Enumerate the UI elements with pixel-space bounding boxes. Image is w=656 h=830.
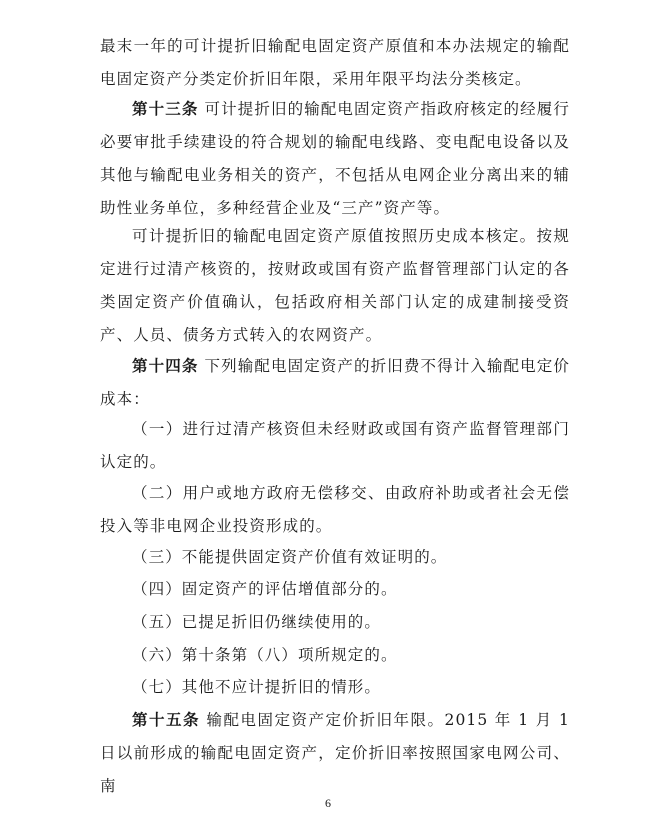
list-item-1 (100, 413, 570, 479)
page-number: 6 (325, 796, 331, 810)
list-item-5 (100, 606, 570, 639)
article-heading: 第十五条 (132, 710, 201, 729)
paragraph-text: （一）进行过清产核资但未经财政或国有资产监督管理部门认定的。 (100, 420, 570, 471)
paragraph-text: （三）不能提供固定资产价值有效证明的。 (132, 548, 448, 566)
article-13 (100, 92, 570, 225)
paragraph-text: 最末一年的可计提折旧输配电固定资产原值和本办法规定的输配电固定资产分类定价折旧年限，采用年限平均法分类核定。 (100, 37, 570, 88)
paragraph-3 (100, 220, 570, 352)
list-item-4 (100, 573, 570, 606)
list-item-3 (100, 541, 570, 574)
paragraph-text: （六）第十条第（八）项所规定的。 (132, 646, 398, 664)
paragraph-text: 可计提折旧的输配电固定资产指政府核定的经履行必要审批手续建设的符合规划的输配电线路、变电配电设备以及其他与输配电业务相关的资产，不包括从电网企业分离出来的辅助性业务单位，多种经营企业及“三产”资产等。 (100, 100, 571, 217)
paragraph-text: （五）已提足折旧仍继续使用的。 (132, 613, 382, 631)
article-heading: 第十三条 (132, 99, 199, 118)
list-item-2 (100, 477, 570, 543)
paragraph-text: （二）用户或地方政府无偿移交、由政府补助或者社会无偿投入等非电网企业投资形成的。 (100, 484, 570, 535)
paragraph-text: （四）固定资产的评估增值部分的。 (132, 580, 398, 598)
article-14 (100, 349, 570, 416)
paragraph-text: 输配电固定资产定价折旧年限。2015 年 1 月 1 日以前形成的输配电固定资产，定价折旧率按照国家电网公司、南 (100, 711, 570, 795)
article-15 (100, 703, 570, 803)
article-heading: 第十四条 (132, 356, 199, 375)
paragraph-1 (100, 30, 570, 96)
paragraph-text: （七）其他不应计提折旧的情形。 (132, 678, 382, 696)
paragraph-text: 下列输配电固定资产的折旧费不得计入输配电定价成本： (100, 357, 571, 408)
paragraph-text: 可计提折旧的输配电固定资产原值按照历史成本核定。按规定进行过清产核资的，按财政或国有资产监督管理部门认定的各类固定资产价值确认，包括政府相关部门认定的成建制接受资产、人员、债务方式转入的农网资产。 (100, 227, 570, 344)
list-item-7 (100, 671, 570, 704)
list-item-6 (100, 639, 570, 672)
